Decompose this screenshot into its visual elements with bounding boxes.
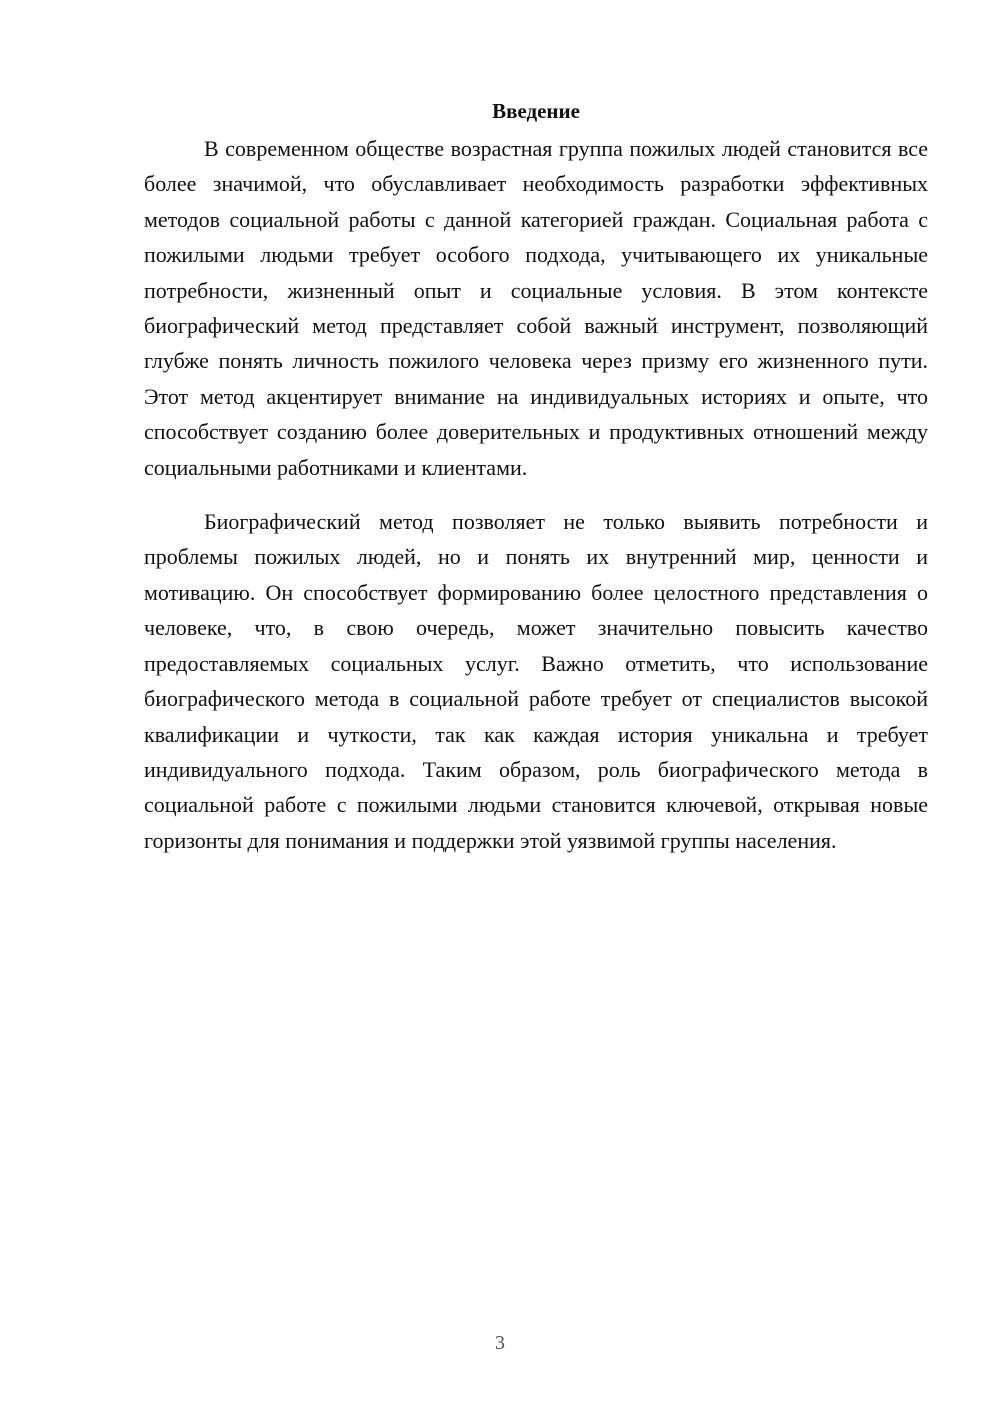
page-content [144, 92, 928, 858]
paragraph-2: Биографический метод позволяет не только выявить потребности и проблемы пожилых людей, но и понять их внутренний мир, ценности и мотивацию. Он способствует формированию более целостного представления о человеке, что, в свою очередь, может значительно повысить качество предоставляемых социальных услуг. Важно отметить, что использование биографического метода в социальной работе требует от специалистов высокой квалификации и чуткости, так как каждая история уникальна и требует индивидуального подхода. Таким образом, роль биографического метода в социальной работе с пожилыми людьми становится ключевой, открывая новые горизонты для понимания и поддержки этой уязвимой группы населения. [144, 509, 928, 853]
section-title: Введение [492, 99, 580, 123]
paragraph-1: В современном обществе возрастная группа пожилых людей становится все более значимой, что обуславливает необходимость разработки эффективных методов социальной работы с данной категорией граждан. Социальная работа с пожилыми людьми требует особого подхода, учитывающего их уникальные потребности, жизненный опыт и социальные условия. В этом контексте биографический метод представляет собой важный инструмент, позволяющий глубже понять личность пожилого человека через призму его жизненного пути. Этот метод акцентирует внимание на индивидуальных историях и опыте, что способствует созданию более доверительных и продуктивных отношений между социальными работниками и клиентами. [144, 136, 928, 480]
page-number: 3 [495, 1332, 505, 1354]
